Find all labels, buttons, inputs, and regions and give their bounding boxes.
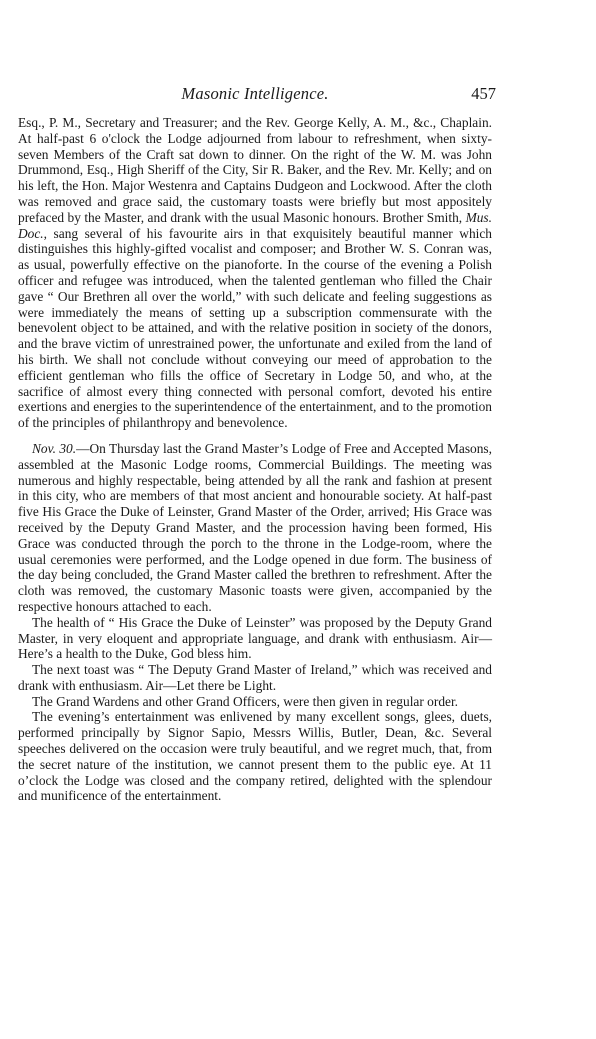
paragraph-deputy-toast: The next toast was “ The Deputy Grand Master of Ireland,” which was received and drank with enthusiasm. Air—Let there be Light. — [18, 662, 492, 693]
paragraph-evening-entertainment: The evening’s entertainment was enlivened by many excellent songs, glees, duets, performed principally by Signor Sapio, Messrs Willis, Butler, Dean, &c. Several speeches delivered on the occasion were truly beautiful, and we regret much, that, from the secret nature of the institution, we cannot present them to the public eye. At 11 o’clock the Lodge was closed and the company retired, delighted with the splendour and munificence of the entertainment. — [18, 709, 492, 804]
running-title: Masonic Intelligence. — [181, 84, 329, 103]
paragraph-text: , sang several of his favourite airs in that exquisitely beautiful manner which distinguishes this highly-gifted vocalist and composer; and Brother W. S. Conran was, as usual, powerfully effective on the pianoforte. In the course of the evening a Polish officer and refugee was introduced, when the talented gentleman who filled the Chair gave “ Our Brethren all over the world,” with such delicate and feeling suggestions as were immediately the means of setting up a subscription commensurate with the benevolent object to be attained, and with the relative position in society of the donors, and the brave victim of unrestrained power, the unfortunate and exiled from the land of his birth. We shall not conclude without conveying our meed of approbation to the efficient gentleman who fills the office of Secretary in Lodge 50, and who, at the sacrifice of almost every thing connected with personal comfort, devoted his entire exertions and energies to the superintendence of the entertainment, and to the promotion of the principles of philanthropy and benevolence. — [18, 225, 492, 431]
italic-abbreviation: Mus. Doc. — [18, 209, 492, 241]
paragraph-text: —On Thursday last the Grand Master’s Lodge of Free and Accepted Masons, assembled at the Masonic Lodge rooms, Commercial Buildings. The meeting was numerous and highly respectable, being attended by all the rank and fashion at present in this city, who are members of that most ancient and honourable society. At half-past five His Grace the Duke of Leinster, Grand Master of the Order, arrived; His Grace was received by the Deputy Grand Master, and the procession having been formed, His Grace was conducted through the porch to the throne in the Lodge-room, where the usual ceremonies were performed, and the Lodge opened in due form. The business of the day being concluded, the Grand Master called the brethren to refreshment. After the cloth was removed, the customary Masonic toasts were given, accompanied by the respective honours attached to each. — [18, 440, 492, 614]
running-head — [18, 84, 496, 106]
article-text — [18, 115, 492, 804]
date-lead: Nov. 30. — [32, 440, 77, 456]
paragraph-text: Esq., P. M., Secretary and Treasurer; and the Rev. George Kelly, A. M., &c., Chaplain. At half-past 6 o'clock the Lodge adjourned from labour to refreshment, when sixty-seven Members of the Craft sat down to dinner. On the right of the W. M. was John Drummond, Esq., High Sheriff of the City, Sir R. Baker, and the Rev. Mr. Kelly; and on his left, the Hon. Major Westenra and Captains Dudgeon and Lockwood. After the cloth was removed and grace said, the customary toasts were briefly but most appositely prefaced by the Master, and drank with the usual Masonic honours. Brother Smith, — [18, 115, 492, 225]
paragraph-duke-toast: The health of “ His Grace the Duke of Leinster” was proposed by the Deputy Grand Master, in very eloquent and appropriate language, and drank with enthusiasm. Air—Here’s a health to the Duke, God bless him. — [18, 614, 492, 662]
paragraph-continued-lodge-50 — [18, 115, 492, 431]
page-number: 457 — [471, 84, 496, 103]
paragraph-grand-masters-lodge — [18, 441, 492, 615]
paragraph-grand-wardens: The Grand Wardens and other Grand Officers, were then given in regular order. — [32, 693, 459, 709]
